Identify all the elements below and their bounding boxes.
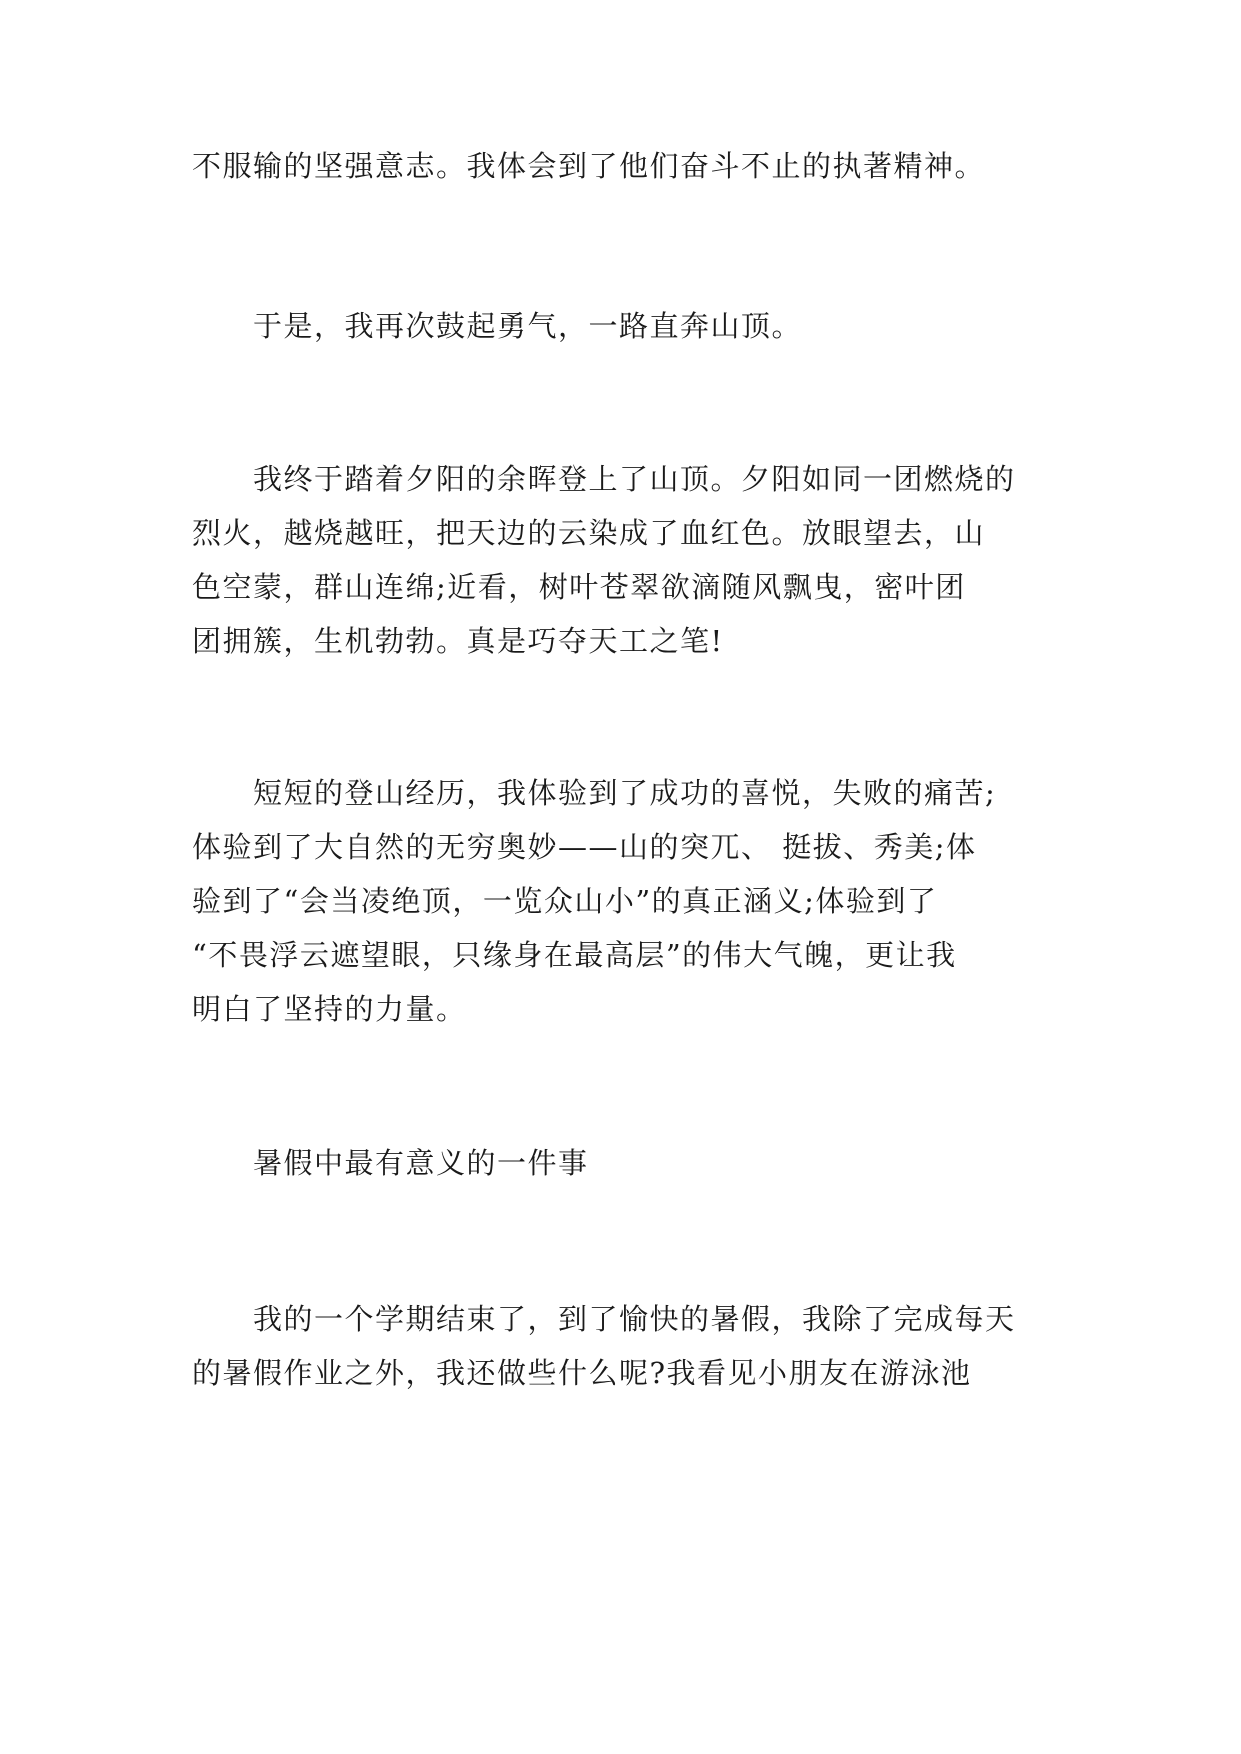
paragraph-line: 明白了坚持的力量。 xyxy=(192,992,467,1026)
paragraph-line: 不服输的坚强意志。我体会到了他们奋斗不止的执著精神。 xyxy=(192,149,986,183)
paragraph-line: 团拥簇，生机勃勃。真是巧夺天工之笔! xyxy=(192,624,724,658)
paragraph-line: 的暑假作业之外，我还做些什么呢?我看见小朋友在游泳池 xyxy=(192,1356,972,1390)
paragraph-line: “不畏浮云遮望眼，只缘身在最高层”的伟大气魄，更让我 xyxy=(192,938,957,972)
paragraph-line: 于是，我再次鼓起勇气，一路直奔山顶。 xyxy=(192,309,803,343)
paragraph-line: 体验到了大自然的无穷奥妙——山的突兀、 挺拔、秀美;体 xyxy=(192,830,977,864)
paragraph-line: 验到了“会当凌绝顶，一览众山小”的真正涵义;体验到了 xyxy=(192,884,938,918)
paragraph-line: 我的一个学期结束了，到了愉快的暑假，我除了完成每天 xyxy=(192,1302,1016,1336)
paragraph-line: 我终于踏着夕阳的余晖登上了山顶。夕阳如同一团燃烧的 xyxy=(192,462,1016,496)
section-heading: 暑假中最有意义的一件事 xyxy=(192,1146,589,1180)
paragraph-line: 烈火，越烧越旺，把天边的云染成了血红色。放眼望去，山 xyxy=(192,516,986,550)
paragraph-line: 短短的登山经历，我体验到了成功的喜悦，失败的痛苦; xyxy=(192,776,997,810)
paragraph-line: 色空蒙，群山连绵;近看，树叶苍翠欲滴随风飘曳，密叶团 xyxy=(192,570,966,604)
